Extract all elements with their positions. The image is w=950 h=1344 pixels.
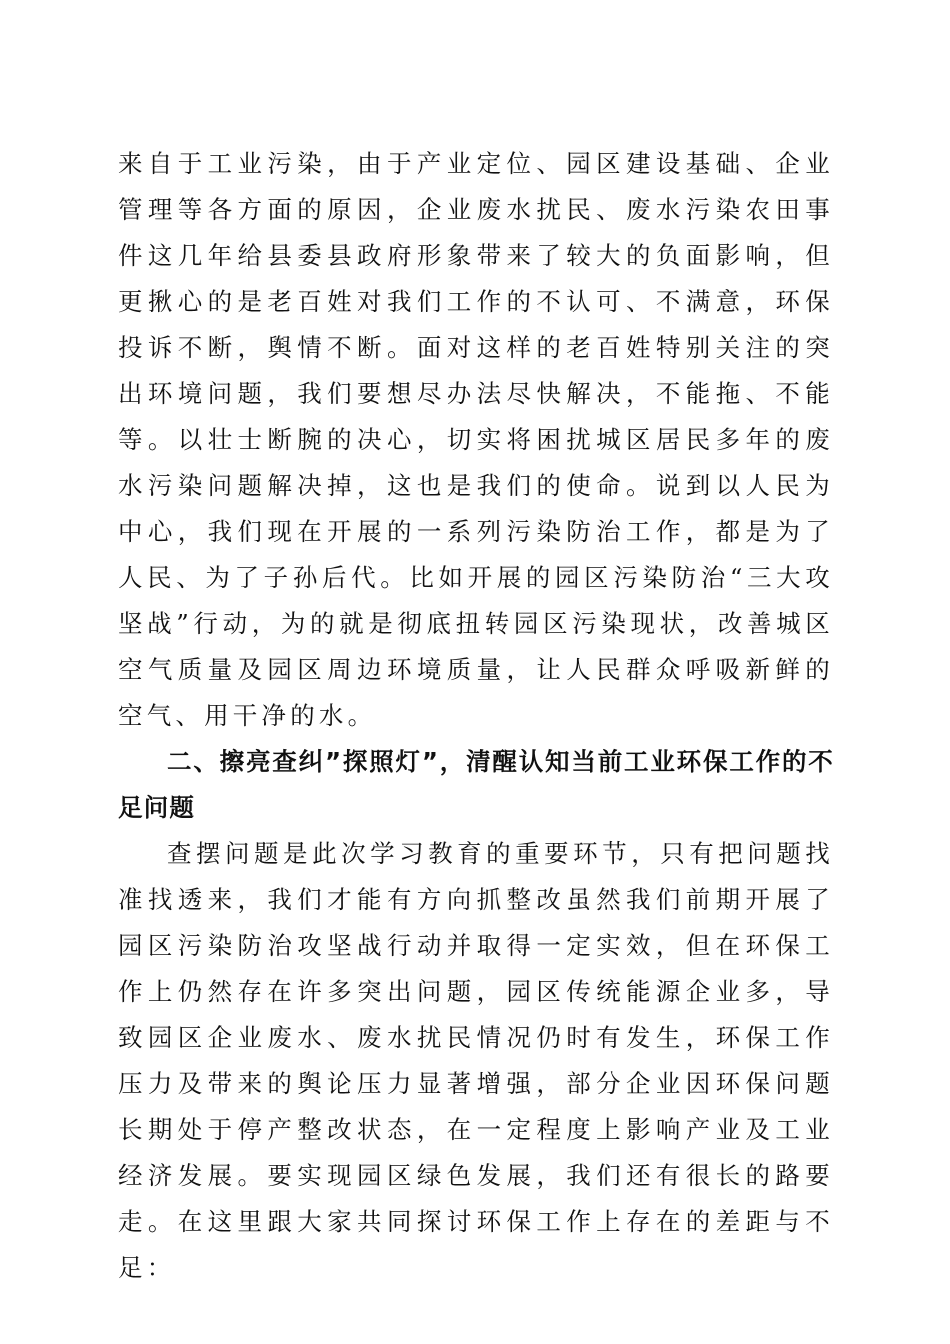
paragraph-problems: 查摆问题是此次学习教育的重要环节，只有把问题找准找透来，我们才能有方向抓整改虽然我们前期开展了园区污染防治攻坚战行动并取得一定实效，但在环保工作上仍然存在许多突出问题，园区传统能源企业多，导致园区企业废水、废水扰民情况仍时有发生，环保工作压力及带来的舆论压力显著增强，部分企业因环保问题长期处于停产整改状态，在一定程度上影响产业及工业经济发展。要实现园区绿色发展，我们还有很长的路要走。在这里跟大家共同探讨环保工作上存在的差距与不足：: [118, 839, 834, 1282]
section-heading-2: 二、擦亮查纠”探照灯”，清醒认知当前工业环保工作的不足问题: [118, 747, 834, 822]
paragraph-continued: 来自于工业污染，由于产业定位、园区建设基础、企业管理等各方面的原因，企业废水扰民、废水污染农田事件这几年给县委县政府形象带来了较大的负面影响，但更揪心的是老百姓对我们工作的不认可、不满意，环保投诉不断，舆情不断。面对这样的老百姓特别关注的突出环境问题，我们要想尽办法尽快解决，不能拖、不能等。以壮士断腕的决心，切实将困扰城区居民多年的废水污染问题解决掉，这也是我们的使命。说到以人民为中心，我们现在开展的一系列污染防治工作，都是为了人民、为了子孙后代。比如开展的园区污染防治“三大攻坚战”行动，为的就是彻底扭转园区污染现状，改善城区空气质量及园区周边环境质量，让人民群众呼吸新鲜的空气、用干净的水。: [118, 149, 834, 730]
document-body: [118, 141, 834, 1291]
